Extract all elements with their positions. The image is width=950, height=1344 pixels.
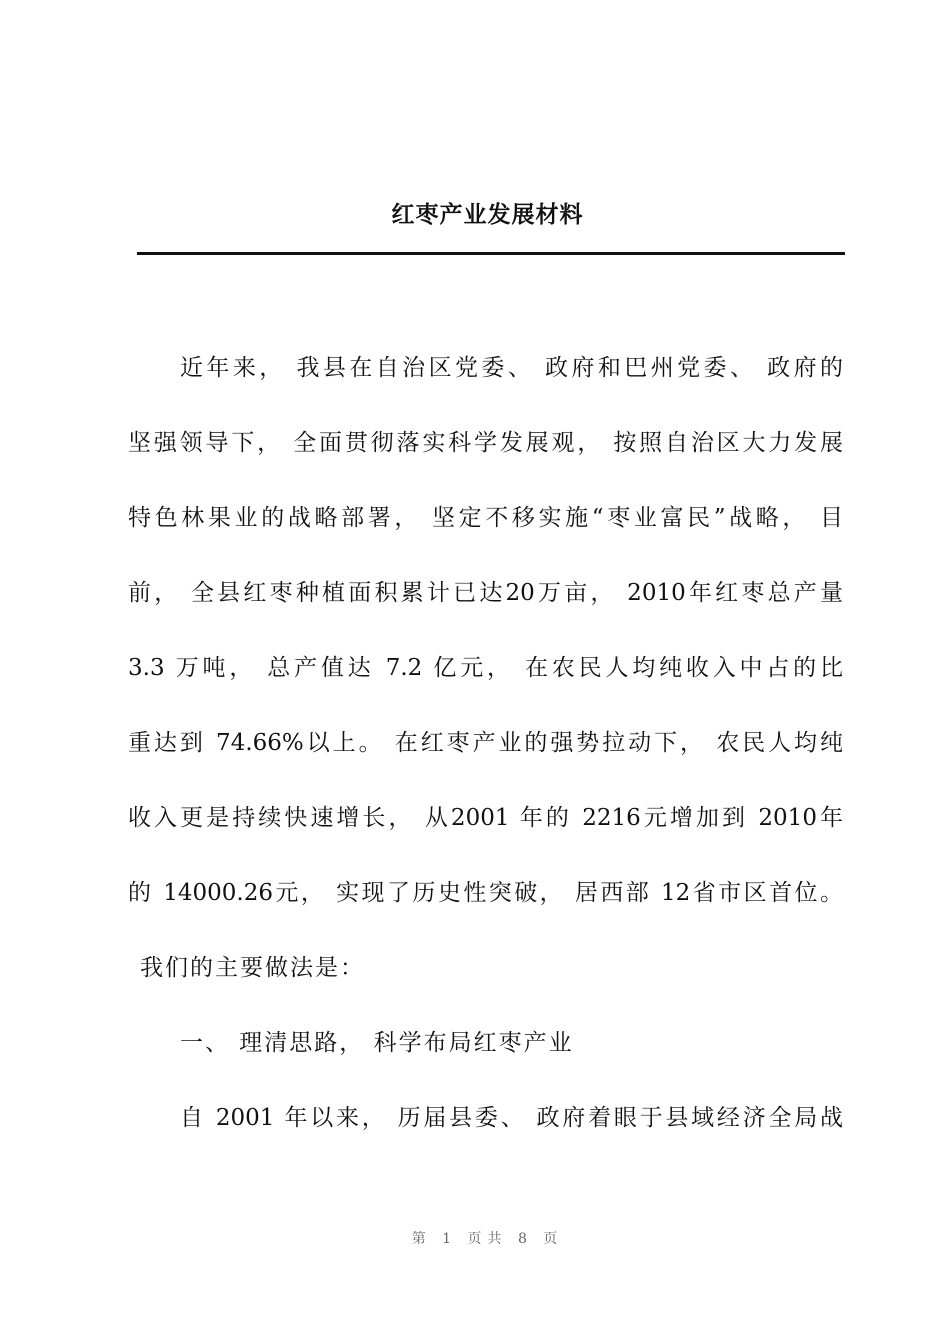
paragraph-line: 我们的主要做法是： — [140, 955, 365, 981]
paragraph-line: 坚强领导下， 全面贯彻落实科学发展观， 按照自治区大力发展 — [128, 430, 843, 456]
page-number-footer: 第 1 页共 8 页 — [411, 1231, 564, 1247]
paragraph-line: 自 2001 年以来， 历届县委、 政府着眼于县域经济全局战 — [180, 1105, 843, 1131]
paragraph-line: 的 14000.26元， 实现了历史性突破， 居西部 12省市区首位。 — [128, 880, 843, 906]
paragraph-line: 3.3 万吨， 总产值达 7.2 亿元， 在农民人均纯收入中占的比 — [128, 655, 843, 681]
paragraph-line: 重达到 74.66%以上。 在红枣产业的强势拉动下， 农民人均纯 — [128, 730, 843, 756]
paragraph-line: 特色林果业的战略部署， 坚定不移实施“枣业富民”战略， 目 — [128, 505, 843, 531]
document-title: 红枣产业发展材料 — [391, 202, 584, 228]
paragraph-line: 收入更是持续快速增长， 从2001 年的 2216元增加到 2010年 — [128, 805, 843, 831]
paragraph-line: 前， 全县红枣种植面积累计已达20万亩， 2010年红枣总产量 — [128, 580, 843, 606]
section-heading: 一、 理清思路， 科学布局红枣产业 — [180, 1030, 574, 1056]
title-underline — [137, 252, 845, 255]
paragraph-line: 近年来， 我县在自治区党委、 政府和巴州党委、 政府的 — [180, 355, 843, 381]
